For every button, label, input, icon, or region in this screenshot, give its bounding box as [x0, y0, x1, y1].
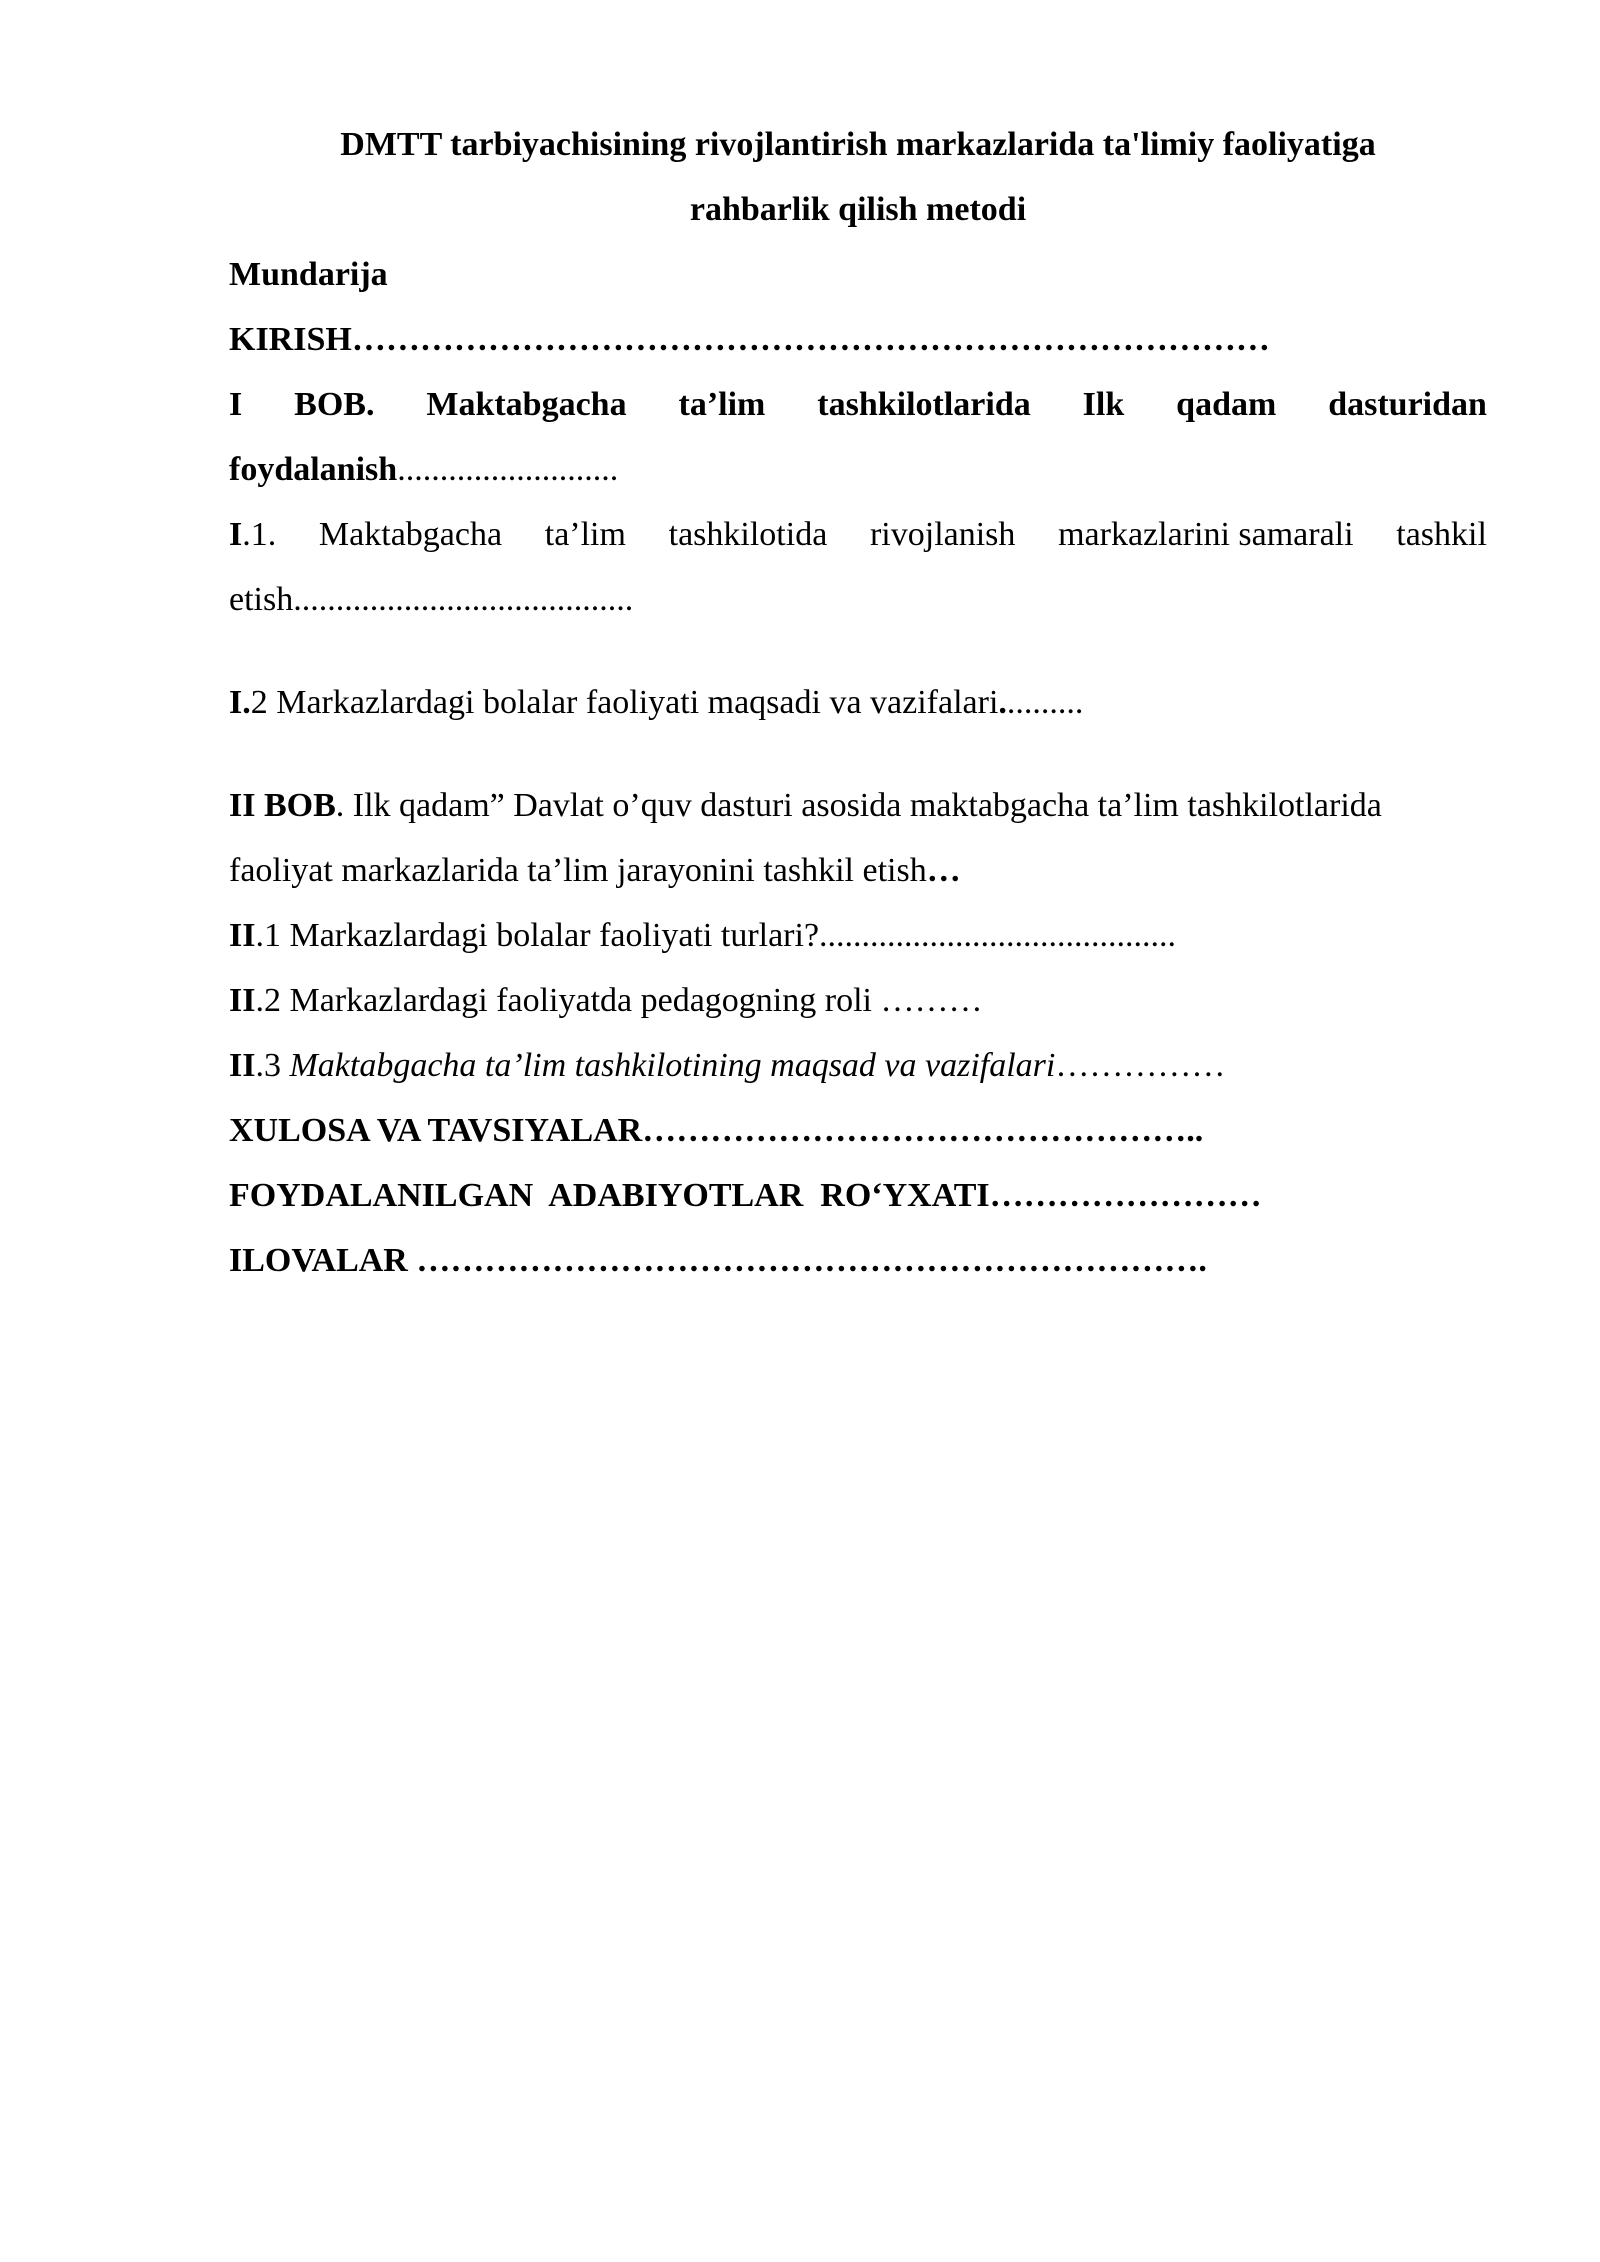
bob1-word: Ilk — [1082, 386, 1125, 423]
bob1-word: Maktabgacha — [426, 386, 627, 423]
s2-1-text: .1 Markazlardagi bolalar faoliyati turlari?.......................................... — [255, 917, 1177, 954]
title-line-2: rahbarlik qilish metodi — [689, 191, 1027, 228]
s1-1-word: tashkilotida — [668, 516, 828, 553]
bob2-line1-rest: . Ilk qadam” Davlat o’quv dasturi asosida maktabgacha ta’lim tashkilotlarida — [335, 787, 1382, 824]
s2-1-prefix: II — [229, 917, 256, 954]
s1-1-word: tashkil — [1396, 516, 1487, 553]
s1-2-text: 2 Markazlardagi bolalar faoliyati maqsadi va vazifalari — [250, 684, 999, 721]
bob1-line2-dots: .......................... — [397, 451, 619, 488]
s1-1-word: rivojlanish — [869, 516, 1016, 553]
bob1-word: I — [229, 386, 243, 423]
s1-1-word: ta’lim — [544, 516, 626, 553]
s2-2-text: .2 Markazlardagi faoliyatda pedagogning roli ……… — [255, 982, 983, 1019]
s1-2-dots: ......... — [1006, 684, 1084, 721]
bob1-line2-bold: foydalanish — [229, 451, 398, 488]
bob1-word: tashkilotlarida — [817, 386, 1031, 423]
bob2-line2-ellipsis: … — [926, 852, 961, 889]
toc-entry-kirish: KIRISH……………………………………………………………………… — [229, 321, 1270, 358]
s1-2-dot-bold: . — [998, 684, 1007, 721]
toc-entry-s1-2 — [229, 670, 1487, 735]
s1-1-prefix: I — [229, 516, 243, 553]
bob2-line2: faoliyat markazlarida ta’lim jarayonini tashkil etish — [229, 852, 927, 889]
toc-entry-bob2-line1 — [229, 773, 1487, 838]
toc-entry-s1-1-line2: etish........................................ — [229, 581, 634, 618]
toc-entry-xulosa: XULOSA VA TAVSIYALAR………………………………………….. — [229, 1112, 1204, 1149]
spacer — [229, 632, 1487, 670]
s2-3-prefix: II — [229, 1047, 256, 1084]
s2-3-italic: Maktabgacha ta’lim tashkilotining maqsad va vazifalari — [289, 1047, 1056, 1084]
toc-entry-s2-3 — [229, 1033, 1487, 1098]
toc-entry-bob1-line2 — [229, 437, 1487, 502]
bob1-word: qadam — [1176, 386, 1277, 423]
s1-1-word: .1. — [242, 516, 277, 553]
toc-heading: Mundarija — [229, 256, 388, 293]
s2-3-num: .3 — [255, 1047, 290, 1084]
bob1-word: BOB. — [294, 386, 375, 423]
document-title — [229, 112, 1487, 242]
toc-entry-adabiyotlar: FOYDALANILGAN ADABIYOTLAR RO‘YXATI…………………… — [229, 1177, 1262, 1214]
s1-1-word: Maktabgacha — [318, 516, 503, 553]
spacer — [229, 735, 1487, 773]
s2-2-prefix: II — [229, 982, 256, 1019]
bob1-word: dasturidan — [1328, 386, 1487, 423]
toc-entry-s2-2 — [229, 968, 1487, 1033]
bob1-word: ta’lim — [678, 386, 766, 423]
toc-entry-bob2-line2 — [229, 838, 1487, 903]
s1-1-first — [229, 502, 276, 567]
title-line-1: DMTT tarbiyachisining rivojlantirish markazlarida ta'limiy faoliyatiga — [340, 126, 1376, 163]
toc-entry-s2-1 — [229, 903, 1487, 968]
document-content — [229, 112, 1487, 1293]
bob2-prefix: II BOB — [229, 787, 336, 824]
toc-entry-ilovalar: ILOVALAR ……………………………………………………………. — [229, 1242, 1207, 1279]
toc-entry-bob1-line1 — [229, 372, 1487, 437]
toc-entry-s1-1-line1 — [229, 502, 1487, 567]
s1-2-prefix: I. — [229, 684, 251, 721]
s2-3-dots: …………… — [1055, 1047, 1226, 1084]
s1-1-word: markazlarini samarali — [1058, 516, 1354, 553]
